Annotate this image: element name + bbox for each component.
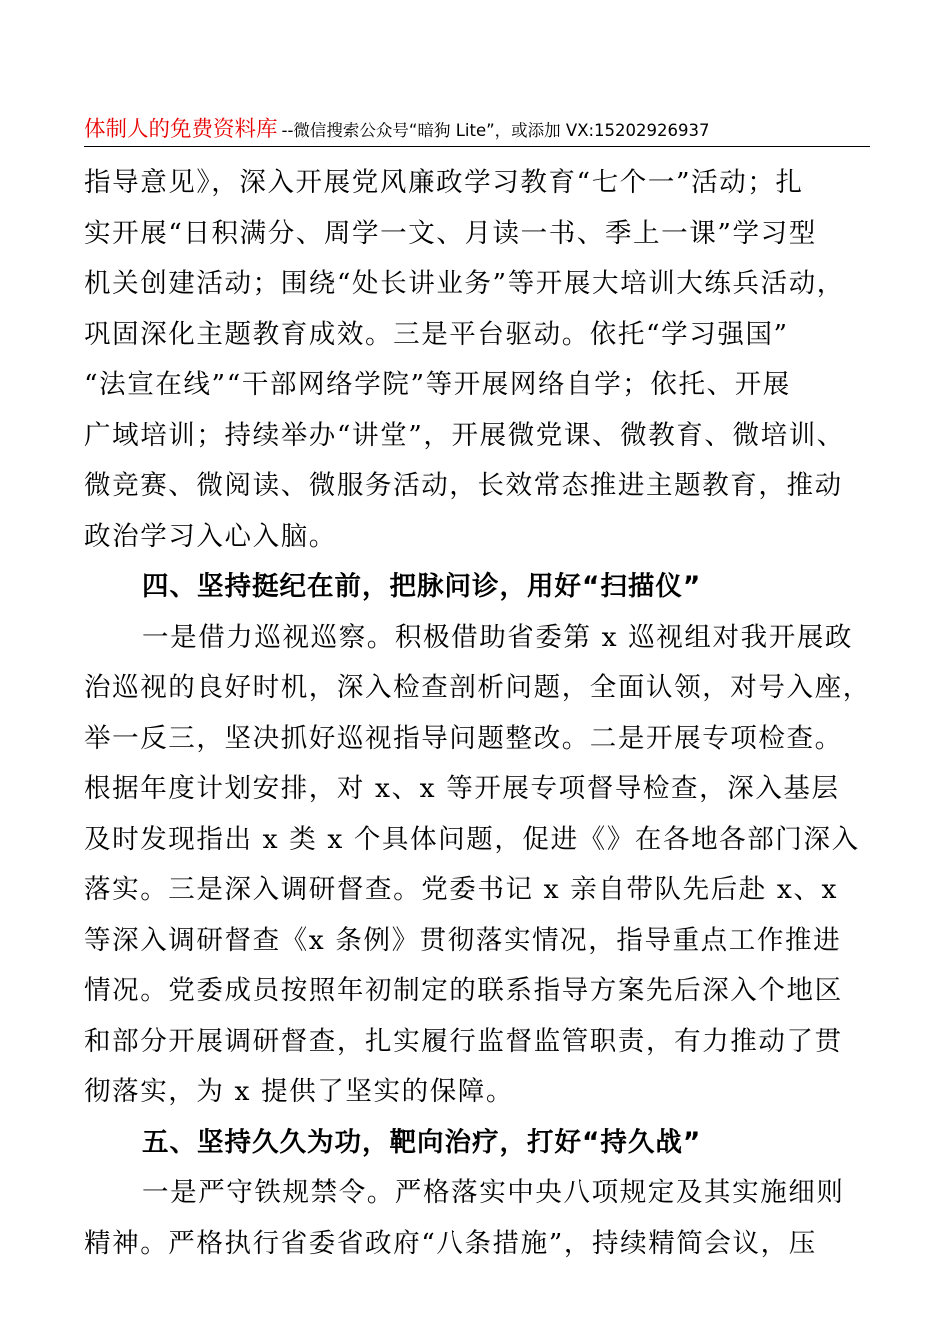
- body-line: 落实。三是深入调研督查。党委书记 x 亲自带队先后赴 x、x: [84, 874, 839, 905]
- header-brand: 体制人的免费资料库: [84, 117, 278, 142]
- body-line: 实开展“日积满分、周学一文、月读一书、季上一课”学习型: [84, 217, 817, 249]
- document-body: [84, 158, 874, 1269]
- body-line: 情况。党委成员按照年初制定的联系指导方案先后深入个地区: [84, 975, 843, 1006]
- section-heading-4: 四、坚持挺纪在前，把脉问诊，用好“扫描仪”: [142, 571, 702, 602]
- body-line: 及时发现指出 x 类 x 个具体问题，促进《》在各地各部门深入: [84, 823, 860, 855]
- body-line: 一是借力巡视巡察。积极借助省委第 x 巡视组对我开展政: [142, 621, 853, 653]
- section-heading-5: 五、坚持久久为功，靶向治疗，打好“持久战”: [142, 1126, 702, 1158]
- body-line: “法宣在线”“干部网络学院”等开展网络自学；依托、开展: [84, 369, 791, 400]
- body-line: 广域培训；持续举办“讲堂”，开展微党课、微教育、微培训、: [84, 419, 845, 451]
- body-line: 举一反三，坚决抓好巡视指导问题整改。二是开展专项检查。: [84, 722, 843, 754]
- page-header: [84, 112, 870, 147]
- body-line: 和部分开展调研督查，扎实履行监督监管职责，有力推动了贯: [84, 1025, 843, 1057]
- body-line: 治巡视的良好时机，深入检查剖析问题，全面认领，对号入座，: [84, 672, 871, 703]
- body-line: 巩固深化主题教育成效。三是平台驱动。依托“学习强国”: [84, 318, 789, 350]
- body-line: 机关创建活动；围绕“处长讲业务”等开展大培训大练兵活动，: [84, 268, 845, 299]
- body-line: 根据年度计划安排，对 x、x 等开展专项督导检查，深入基层: [84, 773, 840, 804]
- body-line: 一是严守铁规禁令。严格落实中央八项规定及其实施细则: [142, 1177, 845, 1208]
- body-line: 微竞赛、微阅读、微服务活动，长效常态推进主题教育，推动: [84, 470, 843, 501]
- body-line: 彻落实，为 x 提供了坚实的保障。: [84, 1076, 514, 1107]
- body-line: 指导意见》，深入开展党风廉政学习教育“七个一”活动；扎: [84, 167, 804, 198]
- body-line: 精神。严格执行省委省政府“八条措施”，持续精简会议，压: [84, 1227, 817, 1259]
- header-note: --微信搜索公众号“暗狗 Lite”，或添加 VX:15202926937: [281, 121, 710, 140]
- body-line: 等深入调研督查《x 条例》贯彻落实情况，指导重点工作推进: [84, 924, 842, 956]
- body-line: 政治学习入心入脑。: [84, 520, 337, 552]
